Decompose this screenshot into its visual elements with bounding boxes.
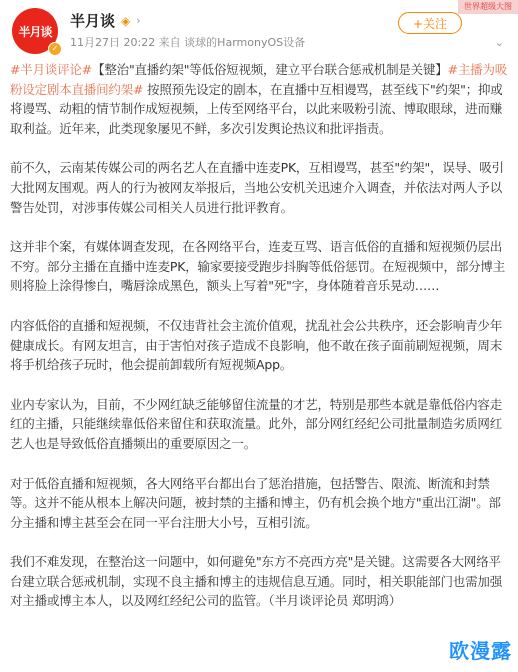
paragraph-text: 按照预先设定的剧本，在直播中互相谩骂，甚至线下"约架"；抑或将谩骂、动粗的情节制作成短视频，上传至网络平台，以此来吸粉引流、博取眼球，进而赚取利益。近年来，此类现象屡见不鲜，多次引发舆论热议和批评指责。 bbox=[10, 81, 503, 136]
chevron-right-icon: › bbox=[136, 14, 141, 27]
verified-badge-icon: ✓ bbox=[48, 42, 62, 56]
vip-icon: ◈ bbox=[121, 13, 131, 28]
paragraph-4: 内容低俗的直播和短视频，不仅违背社会主流价值观，扰乱社会公共秩序，还会影响青少年健康成长。有网友坦言，由于害怕对孩子造成不良影响，他不敢在孩子面前刷短视频，周末将手机给孩子玩时，他会提前卸载所有短视频App。 bbox=[10, 317, 503, 373]
paragraph-7: 我们不难发现，在整治这一问题中，如何避免"东方不亮西方亮"是关键。这需要各大网络平台建立联合惩戒机制，实现不良主播和博主的违规信息互通。同时，相关职能部门也需加强对主播或博主本人，以及网红经纪公司的监管。（半月谈评论员 郑明鸿） bbox=[10, 554, 503, 609]
site-watermark: 欧漫露 bbox=[449, 639, 512, 663]
chevron-down-icon[interactable]: ⌄ bbox=[494, 36, 504, 49]
post-header bbox=[10, 2, 512, 56]
hashtag-link[interactable]: #主播为吸粉设定剧本直播间约架# bbox=[10, 62, 508, 97]
username[interactable]: 半月谈 bbox=[70, 12, 116, 30]
name-row bbox=[70, 10, 141, 31]
paragraph-3: 这并非个案，有媒体调查发现，在各网络平台，连麦互骂、语言低俗的直播和短视频仍层出不穷。部分主播在直播中连麦PK，输家要接受跑步抖胸等低俗惩罚。在短视频中，部分博主则将脸上涂得惨白，嘴唇涂成黑色，额头上写着"死"字，身体随着音乐晃动…… bbox=[10, 239, 506, 294]
avatar[interactable]: 半月谈 bbox=[12, 8, 58, 54]
post-meta: 11月27日 20:22 来自 谈球的HarmonyOS设备 bbox=[70, 36, 306, 49]
paragraph-6: 对于低俗直播和短视频，各大网络平台都出台了惩治措施，包括警告、限流、断流和封禁等。这并不能从根本上解决问题，被封禁的主播和博主，仍有机会换个地方"重出江湖"。部分主播和博主甚至会在同一平台注册大小号，互相引流。 bbox=[10, 475, 501, 530]
hashtag-link[interactable]: #半月谈评论# bbox=[10, 62, 93, 77]
paragraph-5: 业内专家认为，目前，不少网红缺乏能够留住流量的才艺，特别是那些本就是靠低俗内容走红的主播，只能继续靠低俗来留住和获取流量。此外，部分网红经纪公司批量制造劣质网红艺人也是导致低俗直播频出的重要原因之一。 bbox=[10, 396, 503, 451]
post-content bbox=[10, 60, 508, 611]
paragraph-text: 【整治"直播约架"等低俗短视频，建立平台联合惩戒机制是关键】 bbox=[92, 62, 448, 77]
paragraph-1 bbox=[10, 60, 508, 138]
paragraph-2: 前不久，云南某传媒公司的两名艺人在直播中连麦PK，互相谩骂，甚至"约架"，误导、吸引大批网友围观。两人的行为被网友举报后，当地公安机关迅速介入调查，并依法对两人予以警告处罚，对涉事传媒公司相关人员进行批评教育。 bbox=[10, 160, 504, 215]
corner-banner: 世界超级大图 bbox=[458, 0, 518, 14]
follow-button[interactable]: +关注 bbox=[398, 12, 462, 34]
